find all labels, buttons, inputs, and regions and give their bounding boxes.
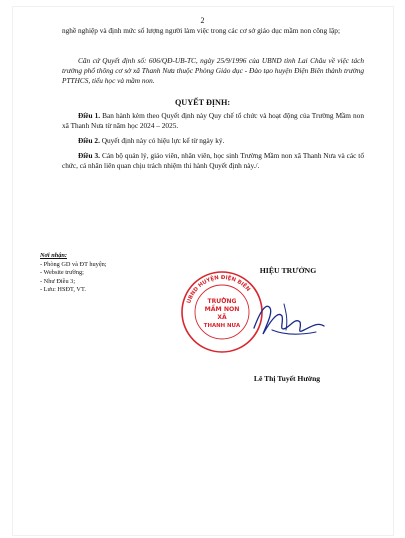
seal-outer-text: UBND HUYỆN ĐIỆN BIÊN xyxy=(186,274,251,305)
seal-line-2: MẦM NON xyxy=(204,306,240,313)
page-number: 2 xyxy=(200,16,205,25)
recipient-item: - Lưu: HSĐT, VT. xyxy=(40,286,86,294)
recipients-block xyxy=(40,252,190,295)
seal-line-1: TRƯỜNG xyxy=(207,298,237,305)
article-1-text: Ban hành kèm theo Quyết định này Quy chế tổ chức và hoạt động của Trường Mầm non xã Thanh Nưa từ năm học 2024 – 2025. xyxy=(62,111,364,131)
article-3-text: Cán bộ quản lý, giáo viên, nhân viên, học sinh Trường Mầm non xã Thanh Nưa và các tổ chức, cá nhân liên quan chịu trách nhiệm thi hành Quyết định này./. xyxy=(62,151,364,171)
seal-line-3: XÃ xyxy=(217,314,227,321)
signer-name: Lê Thị Tuyết Hường xyxy=(253,374,321,383)
decision-title: QUYẾT ĐỊNH: xyxy=(174,98,231,107)
article-1-label: Điều 1. xyxy=(78,111,101,120)
article-3-label: Điều 3. xyxy=(78,151,101,160)
paragraph-regulation: nghề nghiệp và định mức số lượng người làm việc trong các cơ sở giáo dục mầm non công lập; xyxy=(62,26,340,35)
handwritten-signature-icon xyxy=(226,282,346,362)
seal-line-4: THANH NƯA xyxy=(203,323,241,329)
signature-title: HIỆU TRƯỞNG xyxy=(259,266,317,275)
article-3 xyxy=(62,151,364,171)
recipient-item: - Website trường; xyxy=(40,269,84,277)
paragraph-legal-basis: Căn cứ Quyết định số: 606/QĐ-UB-TC, ngày 25/9/1996 của UBND tỉnh Lai Châu về việc tách trường phổ thông cơ sở xã Thanh Nưa thuộc Phòng Giáo dục - Đào tạo huyện Điện Biên thành trường PTTHCS, tiểu học và mầm non. xyxy=(62,56,364,86)
recipient-item: - Phòng GD và ĐT huyện; xyxy=(40,260,107,268)
article-2 xyxy=(62,136,364,146)
recipient-item: - Như Điều 3; xyxy=(40,277,76,285)
article-2-label: Điều 2. xyxy=(78,136,100,145)
article-2-text: Quyết định này có hiệu lực kể từ ngày ký. xyxy=(99,136,225,145)
recipients-title: Nơi nhận: xyxy=(40,252,68,259)
article-1 xyxy=(62,111,364,131)
